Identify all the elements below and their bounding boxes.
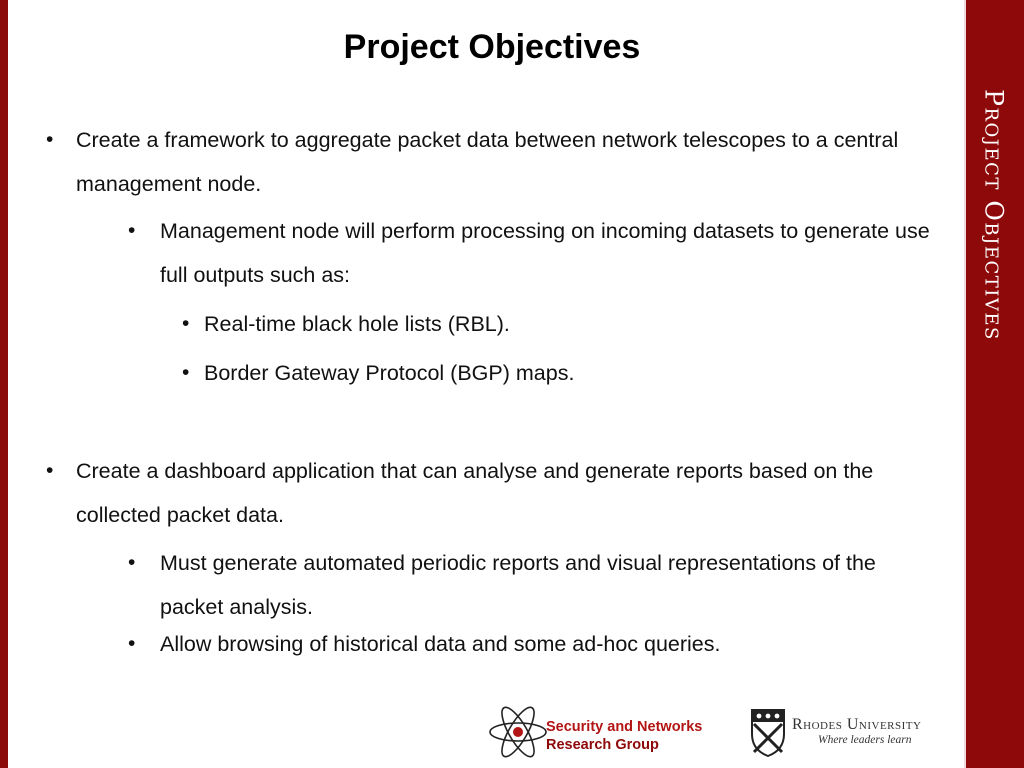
bullet-marker: •	[128, 219, 136, 242]
group-name-line1: Security and Networks	[546, 719, 703, 735]
university-wordmark	[792, 716, 921, 746]
bullet-marker: •	[182, 361, 190, 384]
research-group-name	[546, 718, 702, 754]
side-title: Project Objectives	[979, 89, 1009, 341]
university-tagline: Where leaders learn	[818, 734, 912, 746]
university-crest-icon	[750, 708, 786, 758]
slide-title: Project Objectives	[343, 28, 641, 66]
bullet-item	[128, 541, 940, 629]
bullet-text: Create a dashboard application that can analyse and generate reports based on the collected packet data.	[76, 459, 874, 527]
university-name: Rhodes University	[792, 716, 922, 733]
bullet-marker: •	[46, 459, 54, 482]
bullet-marker: •	[46, 128, 54, 151]
bullet-item	[128, 622, 940, 666]
footer-logos	[488, 706, 948, 762]
bullet-marker: •	[128, 551, 136, 574]
bullet-text: Allow browsing of historical data and some ad-hoc queries.	[160, 632, 721, 656]
bullet-item	[182, 302, 924, 346]
bullet-item	[46, 118, 936, 206]
atom-logo-icon	[488, 706, 554, 758]
bullet-text: Border Gateway Protocol (BGP) maps.	[204, 361, 575, 385]
bullet-item	[46, 449, 936, 537]
bullet-marker: •	[128, 632, 136, 655]
side-band-divider	[964, 0, 966, 768]
group-name-line2: Research Group	[546, 737, 659, 753]
bullet-text: Must generate automated periodic reports and visual representations of the packet analysis.	[160, 551, 876, 619]
bullet-item	[128, 209, 940, 297]
bullet-text: Management node will perform processing on incoming datasets to generate use full outputs such as:	[160, 219, 930, 287]
bullet-item	[182, 351, 924, 395]
bullet-text: Real-time black hole lists (RBL).	[204, 312, 510, 336]
left-border-stripe	[0, 0, 8, 768]
bullet-marker: •	[182, 312, 190, 335]
bullet-text: Create a framework to aggregate packet data between network telescopes to a central management node.	[76, 128, 899, 196]
